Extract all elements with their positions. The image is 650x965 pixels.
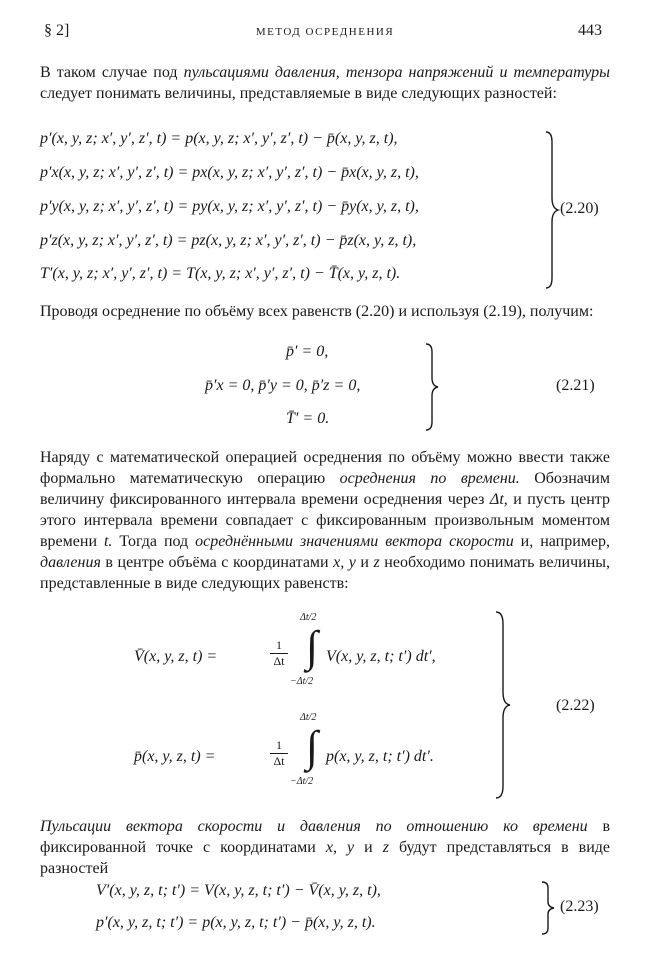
page-number: 443	[578, 22, 602, 39]
text-run: и, например,	[513, 533, 610, 550]
equation-line: p̄′ = 0,	[286, 343, 329, 360]
integral-lower-limit: −Δt/2	[290, 676, 314, 687]
fraction-denominator: Δt	[270, 653, 288, 669]
equation-lhs: V̄(x, y, z, t) =	[134, 648, 218, 665]
equation-rhs: p(x, y, z, t; t′) dt′.	[326, 748, 434, 765]
text-run: в фиксированной точке с координатами	[40, 818, 610, 856]
equation-line: p′x(x, y, z; x′, y′, z′, t) = px(x, y, z; x′, y′, z′, t) − p̄x(x, y, z, t),	[40, 164, 419, 181]
emphasis-text: осреднения по времени.	[339, 470, 520, 487]
paragraph-pulsations	[40, 816, 610, 879]
section-marker: § 2]	[44, 22, 70, 39]
integral-sign: ∫	[306, 622, 319, 671]
text-run: необходимо понимать величины, представленные в виде следующих равенств:	[40, 554, 611, 592]
emphasis-text: давления	[40, 554, 101, 571]
paragraph-time-averaging	[40, 447, 610, 594]
right-brace	[540, 880, 556, 936]
equation-lhs: p̄(x, y, z, t) =	[134, 748, 216, 765]
equation-line: p′(x, y, z, t; t′) = p(x, y, z, t; t′) − p̄(x, y, z, t).	[96, 914, 376, 931]
emphasis-text: пульсациями давления, тензора напряжений и температуры	[183, 64, 610, 81]
math-inline: z	[382, 839, 389, 856]
equation-line: T̄′ = 0.	[286, 410, 330, 427]
math-inline: z	[373, 554, 380, 571]
fraction-numerator: 1	[276, 638, 282, 652]
math-inline: t.	[103, 533, 113, 550]
right-brace	[424, 342, 440, 432]
equation-line: V′(x, y, z, t; t′) = V(x, y, z, t; t′) − V̄(x, y, z, t),	[96, 882, 381, 899]
math-inline: Δt,	[489, 491, 508, 508]
text-run: и пусть центр этого интервала времени совпадает с фиксированным произвольным моментом времени	[40, 491, 610, 550]
equation-line: p′y(x, y, z; x′, y′, z′, t) = py(x, y, z; x′, y′, z′, t) − p̄y(x, y, z, t),	[40, 198, 419, 215]
equation-number: (2.23)	[560, 898, 599, 915]
equation-number: (2.20)	[560, 200, 599, 217]
math-inline: x, y	[325, 839, 355, 856]
text-run: В таком случае под	[40, 64, 184, 81]
text-run: и	[355, 554, 374, 571]
integral-upper-limit: Δt/2	[300, 612, 317, 623]
integral-upper-limit: Δt/2	[300, 712, 317, 723]
equation-line: p̄′x = 0, p̄′y = 0, p̄′z = 0,	[205, 377, 361, 394]
math-inline: x, y	[333, 554, 356, 571]
paragraph-averaging: Проводя осреднение по объёму всех равенств (2.20) и используя (2.19), получим:	[40, 303, 594, 320]
equation-rhs: V(x, y, z, t; t′) dt′,	[326, 648, 436, 665]
integral-lower-limit: −Δt/2	[290, 776, 314, 787]
text-run: следует понимать величины, представляемые в виде следующих разностей:	[40, 85, 557, 102]
right-brace	[494, 610, 512, 800]
fraction-numerator: 1	[276, 738, 282, 752]
text-run: Обозначим величину фиксированного интервала времени осреднения через	[40, 470, 610, 508]
running-title: МЕТОД ОСРЕДНЕНИЯ	[255, 26, 395, 38]
integral-sign: ∫	[306, 722, 319, 771]
text-run: в центре объёма с координатами	[100, 554, 334, 571]
equation-number: (2.21)	[556, 377, 595, 394]
text-run: Наряду с математической операцией осреднения по объёму можно ввести также формально математическую операцию	[40, 449, 610, 487]
text-run: Тогда под	[112, 533, 196, 550]
equation-line: p′z(x, y, z; x′, y′, z′, t) = pz(x, y, z; x′, y′, z′, t) − p̄z(x, y, z, t),	[40, 232, 417, 249]
equation-line: T′(x, y, z; x′, y′, z′, t) = T(x, y, z; x′, y′, z′, t) − T̄(x, y, z, t).	[40, 265, 401, 282]
text-run: будут представляться в виде разностей	[40, 839, 611, 877]
emphasis-text: Пульсации вектора скорости и давления по отношению ко времени	[40, 818, 588, 835]
right-brace	[544, 130, 560, 290]
fraction	[270, 638, 288, 669]
fraction-denominator: Δt	[270, 753, 288, 769]
equation-number: (2.22)	[556, 697, 595, 714]
emphasis-text: осреднёнными значениями вектора скорости	[195, 533, 514, 550]
fraction	[270, 738, 288, 769]
text-run: и	[354, 839, 383, 856]
equation-line: p′(x, y, z; x′, y′, z′, t) = p(x, y, z; x′, y′, z′, t) − p̄(x, y, z, t),	[40, 130, 398, 147]
paragraph-intro	[40, 62, 610, 104]
